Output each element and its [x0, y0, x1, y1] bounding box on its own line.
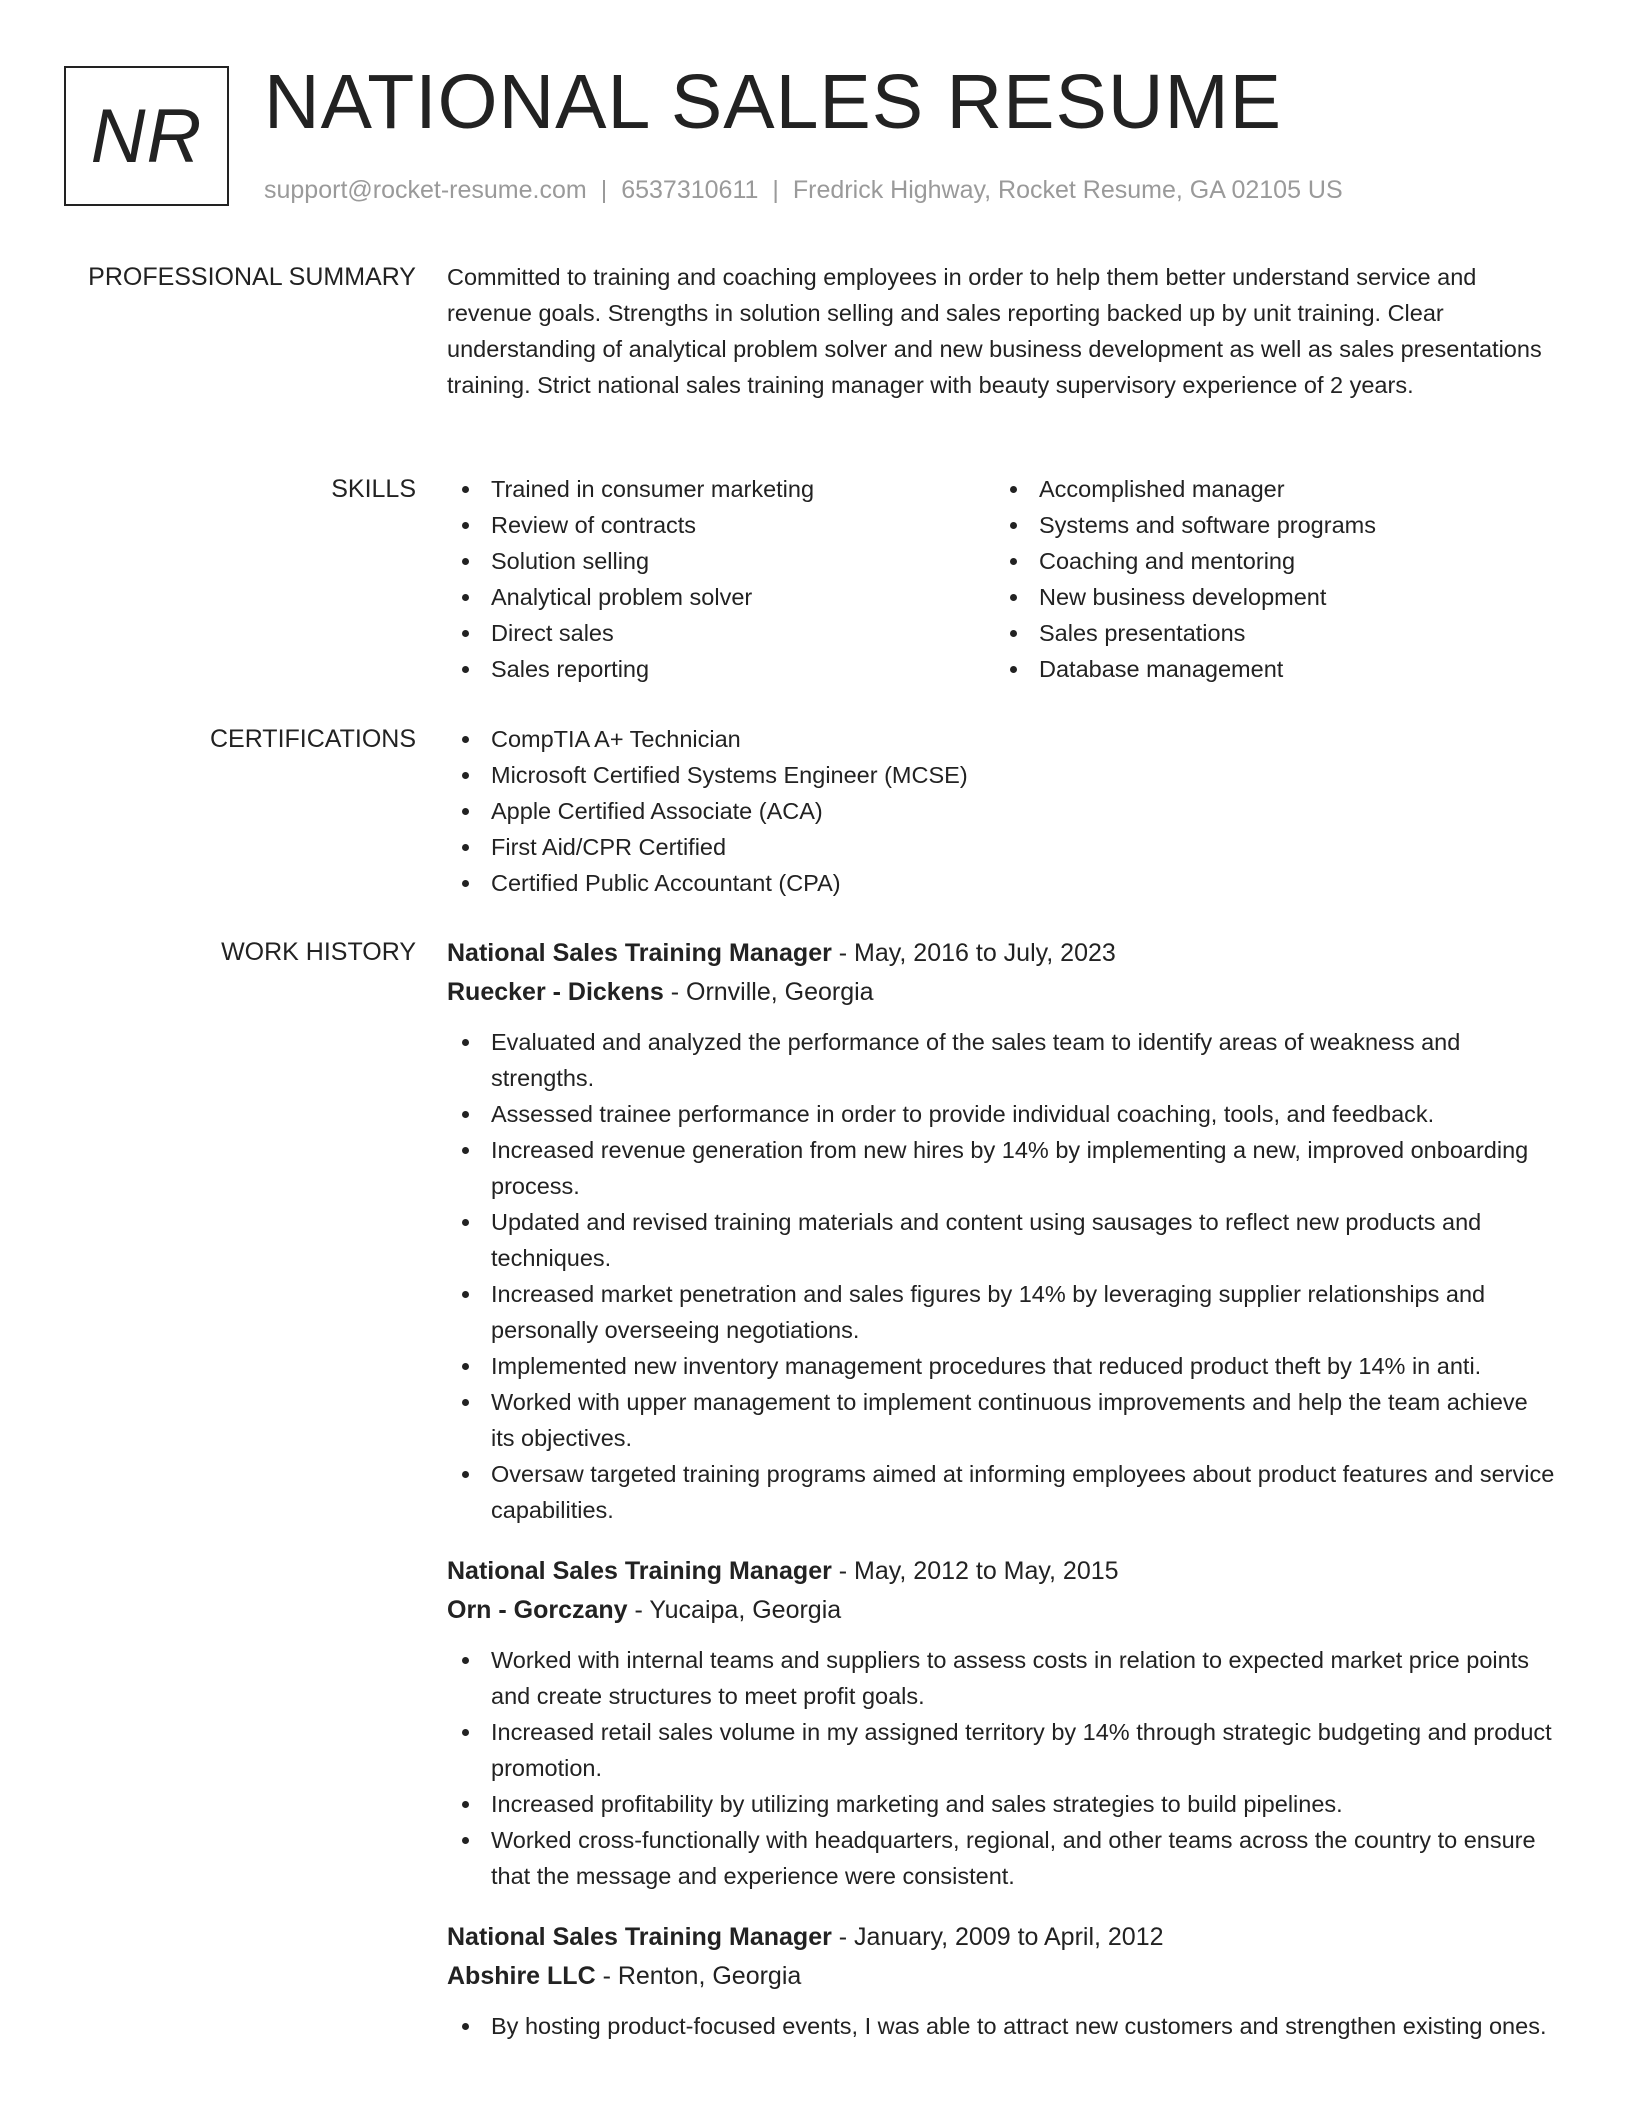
job-title: National Sales Training Manager [447, 1923, 832, 1951]
list-item: CompTIA A+ Technician [447, 721, 1557, 757]
job-entry [447, 1552, 1557, 1894]
list-item: Worked cross-functionally with headquarters, regional, and other teams across the country to ensure that the message and experience were consistent. [447, 1822, 1557, 1894]
section-label: CERTIFICATIONS [209, 725, 416, 753]
job-location: - Yucaipa, Georgia [627, 1596, 842, 1624]
skills-column-2 [995, 471, 1543, 687]
list-item: Direct sales [447, 615, 995, 651]
skills-column-1 [447, 471, 995, 687]
list-item: Increased market penetration and sales figures by 14% by leveraging supplier relationships and personally overseeing negotiations. [447, 1276, 1557, 1348]
job-title-line [447, 1552, 1557, 1591]
job-company-line [447, 973, 1557, 1012]
list-item: Trained in consumer marketing [447, 471, 995, 507]
list-item: Increased revenue generation from new hires by 14% by implementing a new, improved onboarding process. [447, 1132, 1557, 1204]
job-title: National Sales Training Manager [447, 939, 832, 967]
job-bullets [447, 2008, 1557, 2044]
list-item: Systems and software programs [995, 507, 1543, 543]
separator: | [600, 176, 608, 204]
list-item: By hosting product-focused events, I was able to attract new customers and strengthen existing ones. [447, 2008, 1557, 2044]
list-item: Worked with internal teams and suppliers to assess costs in relation to expected market price points and create structures to meet profit goals. [447, 1642, 1557, 1714]
job-location: - Renton, Georgia [595, 1962, 802, 1990]
list-item: Evaluated and analyzed the performance of the sales team to identify areas of weakness and strengths. [447, 1024, 1557, 1096]
job-location: - Ornville, Georgia [663, 978, 874, 1006]
list-item: Coaching and mentoring [995, 543, 1543, 579]
job-bullets [447, 1642, 1557, 1894]
job-company-line [447, 1957, 1557, 1996]
work-body [447, 934, 1557, 2068]
contact-line [264, 176, 1343, 205]
job-bullets [447, 1024, 1557, 1528]
list-item: Sales reporting [447, 651, 995, 687]
list-item: Worked with upper management to implement continuous improvements and help the team achieve its objectives. [447, 1384, 1557, 1456]
list-item: First Aid/CPR Certified [447, 829, 1557, 865]
list-item: New business development [995, 579, 1543, 615]
list-item: Oversaw targeted training programs aimed at informing employees about product features and service capabilities. [447, 1456, 1557, 1528]
email-text: support@rocket-resume.com [264, 176, 587, 204]
monogram-logo: NR [64, 66, 229, 206]
section-label: WORK HISTORY [221, 938, 416, 966]
job-title: National Sales Training Manager [447, 1557, 832, 1585]
job-company: Orn - Gorczany [447, 1596, 628, 1624]
list-item: Increased profitability by utilizing marketing and sales strategies to build pipelines. [447, 1786, 1557, 1822]
job-company-line [447, 1591, 1557, 1630]
list-item: Solution selling [447, 543, 995, 579]
list-item: Apple Certified Associate (ACA) [447, 793, 1557, 829]
job-company: Abshire LLC [447, 1962, 596, 1990]
job-dates: - May, 2012 to May, 2015 [831, 1557, 1119, 1585]
section-label: PROFESSIONAL SUMMARY [88, 263, 416, 291]
certifications-body [447, 721, 1557, 901]
list-item: Accomplished manager [995, 471, 1543, 507]
list-item: Sales presentations [995, 615, 1543, 651]
list-item: Review of contracts [447, 507, 995, 543]
job-entry [447, 1918, 1557, 2044]
list-item: Microsoft Certified Systems Engineer (MCSE) [447, 757, 1557, 793]
job-dates: - May, 2016 to July, 2023 [831, 939, 1116, 967]
skills-grid [447, 471, 1557, 687]
job-entry [447, 934, 1557, 1528]
list-item: Increased retail sales volume in my assigned territory by 14% through strategic budgeting and product promotion. [447, 1714, 1557, 1786]
skills-body [447, 471, 1557, 687]
job-dates: - January, 2009 to April, 2012 [831, 1923, 1164, 1951]
page-title: NATIONAL SALES RESUME [264, 59, 1282, 145]
phone-text: 6537310611 [621, 176, 759, 204]
list-item: Analytical problem solver [447, 579, 995, 615]
list-item: Database management [995, 651, 1543, 687]
summary-text: Committed to training and coaching employees in order to help them better understand service and revenue goals. Strengths in solution selling and sales reporting backed up by unit training. Clear understanding of analytical problem solver and new business development as well as sales presentations training. Strict national sales training manager with beauty supervisory experience of 2 years. [447, 264, 1542, 398]
certifications-list [447, 721, 1557, 901]
job-title-line [447, 1918, 1557, 1957]
list-item: Certified Public Accountant (CPA) [447, 865, 1557, 901]
summary-body [447, 259, 1557, 403]
list-item: Implemented new inventory management procedures that reduced product theft by 14% in anti. [447, 1348, 1557, 1384]
separator: | [772, 176, 779, 204]
job-title-line [447, 934, 1557, 973]
section-label: SKILLS [331, 475, 416, 503]
address-text: Fredrick Highway, Rocket Resume, GA 02105 US [792, 176, 1343, 204]
list-item: Assessed trainee performance in order to provide individual coaching, tools, and feedback. [447, 1096, 1557, 1132]
list-item: Updated and revised training materials and content using sausages to reflect new products and techniques. [447, 1204, 1557, 1276]
job-company: Ruecker - Dickens [447, 978, 664, 1006]
